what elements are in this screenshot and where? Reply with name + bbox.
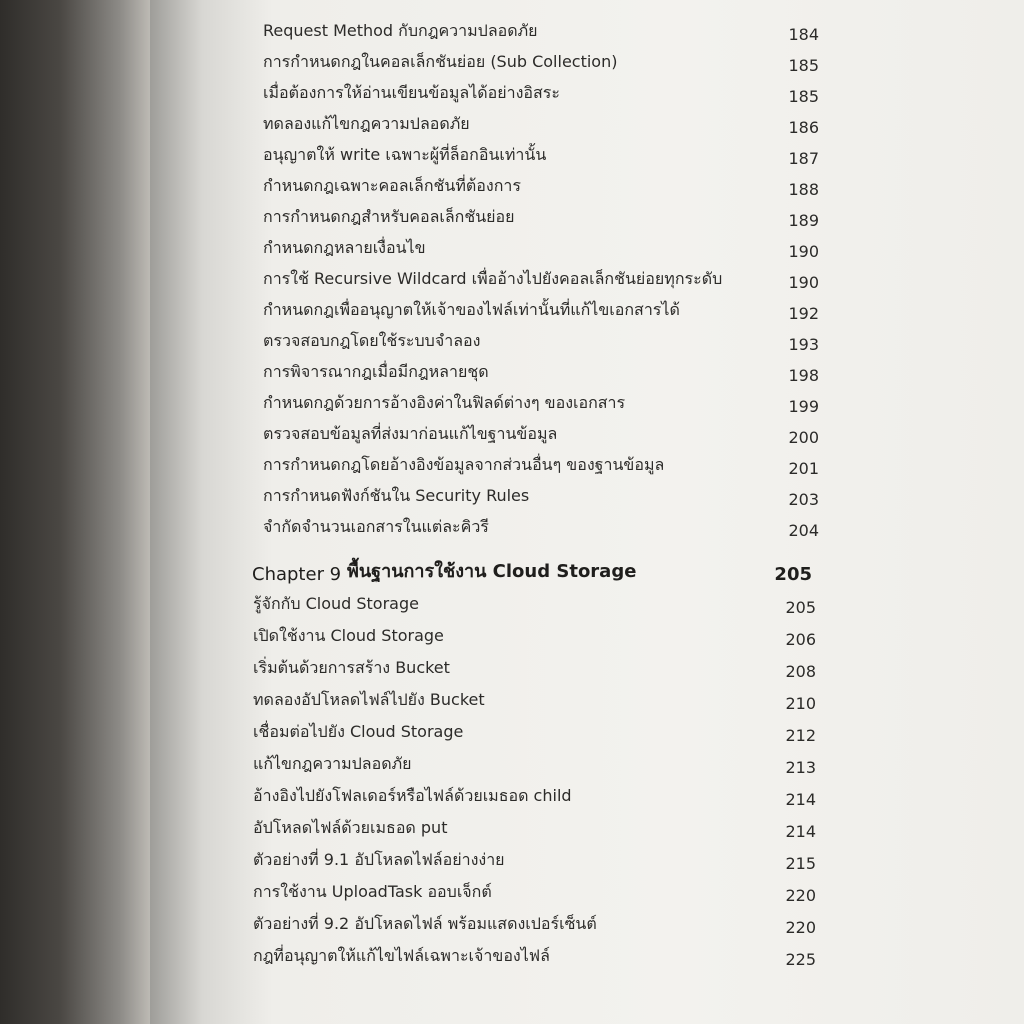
toc-entry	[253, 813, 816, 843]
toc-entry-page: 225	[785, 950, 816, 969]
toc-entry-title: กำหนดกฎด้วยการอ้างอิงค่าในฟิลด์ต่างๆ ของเอกสาร	[263, 393, 626, 412]
toc-entry	[263, 512, 819, 542]
toc-entry	[263, 202, 819, 232]
toc-entry-page: 212	[785, 726, 816, 745]
chapter-title: พื้นฐานการใช้งาน Cloud Storage	[347, 561, 637, 582]
toc-entry-page: 220	[785, 918, 816, 937]
toc-entry-title: เชื่อมต่อไปยัง Cloud Storage	[253, 722, 464, 741]
toc-entry-page: 208	[785, 662, 816, 681]
toc-entry-page: 184	[788, 25, 819, 44]
toc-entry	[263, 388, 819, 418]
toc-entry-page: 214	[785, 790, 816, 809]
toc-entry-page: 204	[788, 521, 819, 540]
toc-entry-title: กำหนดกฎเพื่ออนุญาตให้เจ้าของไฟล์เท่านั้นที่แก้ไขเอกสารได้	[263, 300, 680, 319]
toc-entry	[253, 621, 816, 651]
toc-entry	[263, 264, 819, 294]
toc-entry-title: การใช้งาน UploadTask ออบเจ็กต์	[253, 882, 492, 901]
toc-entry	[253, 749, 816, 779]
toc-entry	[253, 909, 816, 939]
toc-entry-title: ทดลองแก้ไขกฎความปลอดภัย	[263, 114, 470, 133]
chapter-heading	[252, 555, 812, 587]
toc-entry	[253, 653, 816, 683]
toc-entry-title: จำกัดจำนวนเอกสารในแต่ละคิวรี	[263, 517, 489, 536]
toc-entry-title: กฎที่อนุญาตให้แก้ไขไฟล์เฉพาะเจ้าของไฟล์	[253, 946, 550, 965]
toc-entry-page: 193	[788, 335, 819, 354]
toc-entry-title: การกำหนดกฎโดยอ้างอิงข้อมูลจากส่วนอื่นๆ ของฐานข้อมูล	[263, 455, 665, 474]
toc-entry-title: กำหนดกฎหลายเงื่อนไข	[263, 238, 426, 257]
toc-entry	[253, 941, 816, 971]
toc-entry	[263, 295, 819, 325]
toc-entry-page: 205	[785, 598, 816, 617]
toc-entry-page: 185	[788, 56, 819, 75]
toc-entry-page: 186	[788, 118, 819, 137]
toc-entry-page: 198	[788, 366, 819, 385]
toc-entry-page: 190	[788, 273, 819, 292]
toc-entry-title: การกำหนดฟังก์ชันใน Security Rules	[263, 486, 530, 505]
chapter-number: Chapter 9	[252, 564, 342, 585]
toc-entry	[263, 450, 819, 480]
toc-entry	[253, 717, 816, 747]
toc-entry-page: 210	[785, 694, 816, 713]
toc-entry-title: แก้ไขกฎความปลอดภัย	[253, 754, 412, 773]
toc-entry-title: เปิดใช้งาน Cloud Storage	[253, 626, 444, 645]
toc-entry-page: 206	[785, 630, 816, 649]
toc-entry-title: อนุญาตให้ write เฉพาะผู้ที่ล็อกอินเท่านั้น	[263, 145, 547, 164]
toc-entry	[263, 109, 819, 139]
toc-entry-title: กำหนดกฎเฉพาะคอลเล็กชันที่ต้องการ	[263, 176, 521, 195]
toc-entry-title: ทดลองอัปโหลดไฟล์ไปยัง Bucket	[253, 690, 485, 709]
toc-entry	[253, 685, 816, 715]
toc-entry-page: 185	[788, 87, 819, 106]
toc-entry	[263, 78, 819, 108]
toc-entry	[263, 326, 819, 356]
toc-entry-title: รู้จักกับ Cloud Storage	[253, 594, 419, 613]
toc-entry-page: 214	[785, 822, 816, 841]
toc-entry-page: 213	[785, 758, 816, 777]
toc-entry-page: 201	[788, 459, 819, 478]
toc-entry-title: Request Method กับกฎความปลอดภัย	[263, 21, 538, 40]
toc-entry-page: 187	[788, 149, 819, 168]
toc-entry-title: การกำหนดกฎในคอลเล็กชันย่อย (Sub Collection)	[263, 52, 618, 71]
book-edge-shadow	[0, 0, 150, 1024]
toc-entry-page: 215	[785, 854, 816, 873]
toc-entry	[263, 481, 819, 511]
toc-entry-title: อัปโหลดไฟล์ด้วยเมธอด put	[253, 818, 448, 837]
toc-entry-title: การใช้ Recursive Wildcard เพื่ออ้างไปยังคอลเล็กชันย่อยทุกระดับ	[263, 269, 723, 288]
toc-entry-title: การพิจารณากฎเมื่อมีกฎหลายชุด	[263, 362, 489, 381]
toc-entry-title: เริ่มต้นด้วยการสร้าง Bucket	[253, 658, 450, 677]
toc-entry	[263, 171, 819, 201]
toc-entry	[263, 233, 819, 263]
chapter-page: 205	[774, 564, 812, 585]
toc-entry-title: ตรวจสอบข้อมูลที่ส่งมาก่อนแก้ไขฐานข้อมูล	[263, 424, 558, 443]
toc-entry	[263, 357, 819, 387]
toc-entry-title: เมื่อต้องการให้อ่านเขียนข้อมูลได้อย่างอิสระ	[263, 83, 560, 102]
toc-entry-page: 190	[788, 242, 819, 261]
toc-entry	[263, 16, 819, 46]
toc-entry	[253, 781, 816, 811]
toc-entry-page: 192	[788, 304, 819, 323]
toc-entry-page: 203	[788, 490, 819, 509]
toc-entry	[263, 47, 819, 77]
toc-entry-title: ตัวอย่างที่ 9.1 อัปโหลดไฟล์อย่างง่าย	[253, 850, 505, 869]
toc-entry	[253, 877, 816, 907]
toc-entry	[263, 419, 819, 449]
toc-entry-title: ตรวจสอบกฎโดยใช้ระบบจำลอง	[263, 331, 481, 350]
book-page	[150, 0, 1024, 1024]
toc-entry	[263, 140, 819, 170]
toc-entry	[253, 845, 816, 875]
toc-entry-page: 200	[788, 428, 819, 447]
toc-entry-title: ตัวอย่างที่ 9.2 อัปโหลดไฟล์ พร้อมแสดงเปอร์เซ็นต์	[253, 914, 597, 933]
toc-entry-page: 220	[785, 886, 816, 905]
toc-entry-page: 199	[788, 397, 819, 416]
toc-entry-title: อ้างอิงไปยังโฟลเดอร์หรือไฟล์ด้วยเมธอด child	[253, 786, 572, 805]
toc-entry-page: 189	[788, 211, 819, 230]
toc-entry-page: 188	[788, 180, 819, 199]
toc-entry	[253, 589, 816, 619]
toc-entry-title: การกำหนดกฎสำหรับคอลเล็กชันย่อย	[263, 207, 515, 226]
